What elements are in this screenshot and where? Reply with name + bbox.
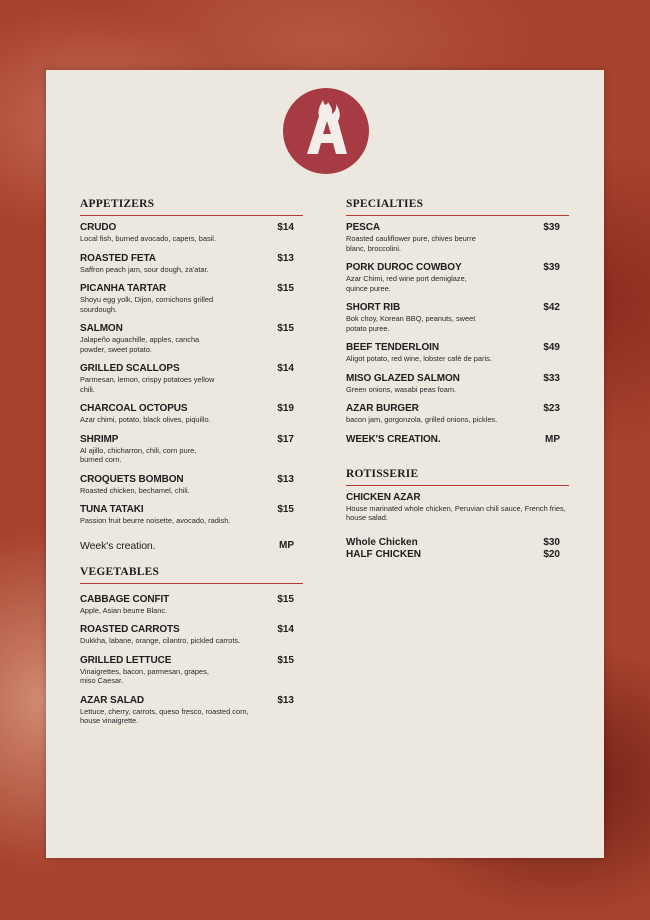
item-name: ROASTED FETA	[80, 252, 156, 264]
rotisserie-option	[346, 537, 569, 549]
menu-item	[80, 624, 303, 646]
menu-item	[80, 283, 303, 314]
rotisserie-option	[346, 549, 569, 561]
rotisserie-section	[346, 468, 569, 561]
item-name: PORK DUROC COWBOY	[346, 262, 462, 273]
left-column	[80, 198, 303, 735]
item-price: $42	[543, 302, 560, 313]
item-description: House marinated whole chicken, Peruvian chili sauce, French fries, house salad.	[346, 503, 566, 522]
item-name: MISO GLAZED SALMON	[346, 372, 460, 384]
rotisserie-list	[346, 492, 569, 561]
menu-item	[346, 302, 569, 333]
item-price: $13	[277, 694, 294, 706]
menu-item	[80, 363, 303, 394]
menu-item	[346, 373, 569, 395]
item-name: Week's creation.	[80, 539, 156, 552]
menu-item	[80, 403, 303, 425]
rotisserie-title: ROTISSERIE	[346, 468, 569, 486]
option-name: HALF CHICKEN	[346, 548, 421, 560]
item-price: $49	[543, 342, 560, 353]
item-description: Shoyu egg yolk, Dijon, cornichons grilled sourdough.	[80, 295, 214, 314]
item-price: $14	[277, 222, 294, 233]
item-price: $33	[543, 372, 560, 384]
option-price: $20	[543, 548, 560, 560]
item-description: Vinaigrettes, bacon, parmesan, grapes, miso Caesar.	[80, 666, 209, 685]
menu-item	[346, 492, 569, 523]
item-description: bacon jam, gorgonzola, grilled onions, pickles.	[346, 415, 498, 424]
item-price: $13	[277, 252, 294, 264]
item-description: Roasted cauliflower pure, chives beurre blanc, broccolini.	[346, 234, 476, 253]
item-name: CHARCOAL OCTOPUS	[80, 403, 188, 414]
item-description: Lettuce, cherry, carrots, queso fresco, roasted corn, house vinaigrette.	[80, 706, 249, 725]
menu-item	[80, 253, 303, 275]
item-description: Roasted chicken, bechamel, chili.	[80, 485, 190, 495]
menu-item	[80, 504, 303, 526]
item-name: GRILLED LETTUCE	[80, 654, 172, 666]
option-price: $30	[543, 536, 560, 548]
item-price: $14	[277, 624, 294, 635]
item-description: Azar Chimi, red wine port demiglaze, quince puree.	[346, 274, 467, 293]
item-name: SALMON	[80, 323, 123, 334]
item-price: MP	[545, 433, 560, 445]
vegetables-section	[80, 566, 303, 726]
menu-item	[80, 474, 303, 496]
menu-item	[80, 434, 303, 465]
menu-item	[80, 594, 303, 616]
item-price: $15	[277, 283, 294, 294]
menu-paper	[46, 70, 604, 858]
item-price: $15	[277, 504, 294, 515]
item-name: ROASTED CARROTS	[80, 624, 180, 635]
item-name: CROQUETS BOMBON	[80, 473, 184, 485]
menu-item	[346, 434, 569, 446]
item-price: $17	[277, 433, 294, 445]
item-name: AZAR BURGER	[346, 403, 419, 414]
item-name: SHORT RIB	[346, 302, 401, 313]
item-description: Azar chimi, potato, black olives, piquillo.	[80, 415, 211, 424]
item-description: Saffron peach jam, sour dough, za'atar.	[80, 264, 209, 274]
item-price: $23	[543, 403, 560, 414]
item-name: CABBAGE CONFIT	[80, 593, 170, 605]
menu-item	[80, 695, 303, 726]
item-description: Apple, Asian beurre Blanc.	[80, 605, 168, 615]
menu-item	[80, 655, 303, 686]
item-description: Aligot potato, red wine, lobster café de paris.	[346, 354, 492, 363]
item-description: Parmesan, lemon, crispy potatoes yellow chili.	[80, 375, 215, 394]
item-name: TUNA TATAKI	[80, 504, 144, 515]
item-price: $39	[543, 262, 560, 273]
menu-item	[346, 262, 569, 293]
vegetables-list	[80, 594, 303, 726]
item-price: $15	[277, 654, 294, 666]
item-price: $15	[277, 593, 294, 605]
item-price: $39	[543, 222, 560, 233]
menu-item	[346, 342, 569, 364]
item-name: GRILLED SCALLOPS	[80, 363, 180, 374]
item-description: Passion fruit beurre noisette, avocado, radish.	[80, 516, 231, 525]
item-price: $15	[277, 323, 294, 334]
item-description: Al ajillo, chicharron, chili, corn pure, burned corn.	[80, 445, 197, 464]
item-description: Local fish, burned avocado, capers, basil.	[80, 234, 216, 243]
item-description: Jalapeño aguachille, apples, cancha powder, sweet potato.	[80, 335, 200, 354]
appetizers-title: APPETIZERS	[80, 198, 303, 216]
item-name: CRUDO	[80, 222, 117, 233]
item-price: $13	[277, 473, 294, 485]
logo	[283, 88, 369, 174]
flame-letter-a-icon	[283, 88, 369, 174]
item-description: Bok choy, Korean BBQ, peanuts, sweet potato puree.	[346, 314, 476, 333]
specialties-title: SPECIALTIES	[346, 198, 569, 216]
item-price: $19	[277, 403, 294, 414]
appetizers-list	[80, 222, 303, 552]
item-description: Green onions, wasabi peas foam.	[346, 384, 457, 394]
menu-item	[80, 540, 303, 552]
item-name: BEEF TENDERLOIN	[346, 342, 439, 353]
menu-item	[80, 222, 303, 244]
item-name: PESCA	[346, 222, 380, 233]
menu-item	[80, 323, 303, 354]
menu-item	[346, 222, 569, 253]
item-name: SHRIMP	[80, 433, 119, 445]
item-name: WEEK'S CREATION.	[346, 433, 441, 445]
right-column	[346, 198, 569, 561]
item-price: MP	[279, 539, 294, 551]
item-name: PICANHA TARTAR	[80, 283, 167, 294]
vegetables-title: VEGETABLES	[80, 566, 303, 584]
item-price: $14	[277, 363, 294, 374]
item-name: CHICKEN AZAR	[346, 491, 421, 503]
item-name: AZAR SALAD	[80, 694, 144, 706]
specialties-list	[346, 222, 569, 446]
option-name: Whole Chicken	[346, 536, 418, 548]
menu-item	[346, 403, 569, 425]
item-description: Dukkha, labane, orange, cilantro, pickled carrots.	[80, 636, 241, 645]
